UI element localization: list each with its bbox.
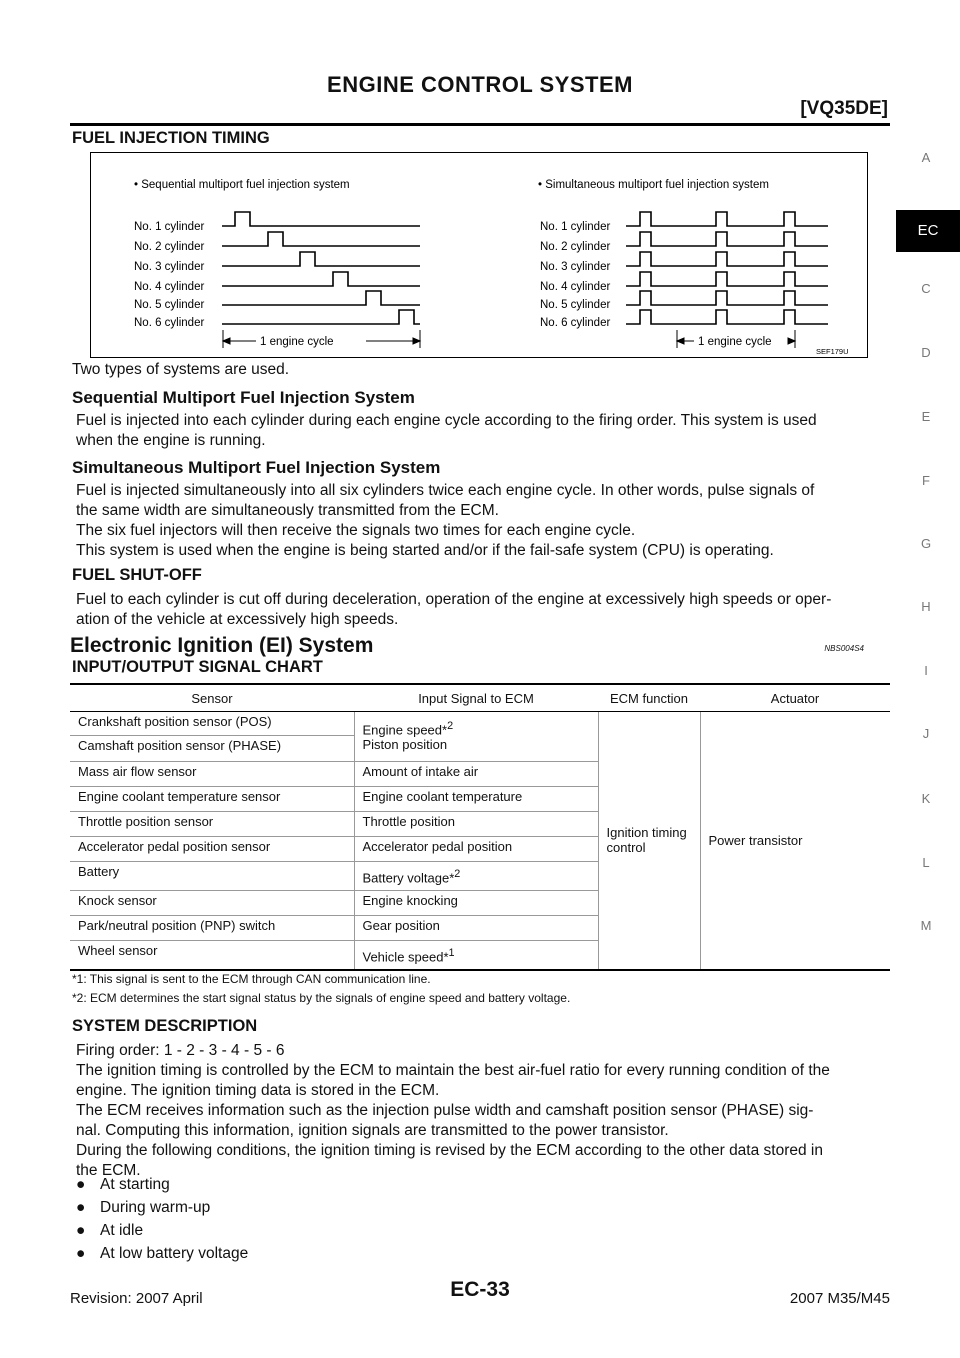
- bullet-item: ● At starting: [76, 1176, 170, 1193]
- side-tab-d[interactable]: D: [921, 345, 931, 360]
- left-cyl-3: No. 3 cylinder: [134, 261, 205, 273]
- side-tab-j[interactable]: J: [922, 726, 930, 741]
- sensor-cell: Park/neutral position (PNP) switch: [70, 916, 354, 941]
- left-cycle-label: 1 engine cycle: [260, 336, 334, 348]
- left-cyl-6: No. 6 cylinder: [134, 317, 205, 329]
- sensor-cell: Wheel sensor: [78, 943, 158, 958]
- fuel-injection-timing-heading: FUEL INJECTION TIMING: [72, 129, 270, 147]
- side-tab-g[interactable]: G: [920, 536, 932, 551]
- signal-engine-speed-cell: Engine speed*$^2$ Piston position: [354, 712, 598, 762]
- col-input: Input Signal to ECM: [354, 685, 598, 712]
- left-cyl-5: No. 5 cylinder: [134, 299, 205, 311]
- left-figure-title: • Sequential multiport fuel injection system: [134, 179, 350, 191]
- signal-cell: Throttle position: [354, 812, 598, 837]
- page-title: ENGINE CONTROL SYSTEM: [327, 72, 633, 97]
- right-figure-title: • Simultaneous multiport fuel injection system: [538, 179, 769, 191]
- engine-code: [VQ35DE]: [800, 98, 888, 119]
- right-cyl-1: No. 1 cylinder: [540, 221, 611, 233]
- sensor-cell: Mass air flow sensor: [70, 762, 354, 787]
- fuel-timing-caption: Two types of systems are used.: [72, 361, 290, 378]
- signal-vehicle-cell: Vehicle speed*$^1$: [354, 941, 598, 969]
- side-tab-h[interactable]: H: [921, 599, 931, 614]
- right-cyl-5: No. 5 cylinder: [540, 299, 611, 311]
- io-chart-heading: INPUT/OUTPUT SIGNAL CHART: [72, 658, 323, 676]
- signal-cell: Amount of intake air: [354, 762, 598, 787]
- right-cyl-2: No. 2 cylinder: [540, 241, 611, 253]
- fuel-shutoff-heading: FUEL SHUT-OFF: [72, 566, 202, 584]
- figure-code: SEF179U: [816, 347, 849, 356]
- side-tab-i[interactable]: I: [924, 663, 928, 678]
- ei-code: NBS004S4: [824, 644, 864, 653]
- sensor-cell: Crankshaft position sensor (POS): [70, 712, 354, 736]
- right-cycle-label: 1 engine cycle: [698, 336, 772, 348]
- side-tab-e[interactable]: E: [921, 409, 931, 424]
- sensor-cell: Battery: [70, 862, 354, 891]
- signal-cell: Gear position: [354, 916, 598, 941]
- bullet-item: ● At idle: [76, 1222, 144, 1239]
- sensor-cell: Throttle position sensor: [70, 812, 354, 837]
- side-tab-k[interactable]: K: [921, 791, 931, 806]
- sequential-heading: Sequential Multiport Fuel Injection System: [72, 388, 415, 407]
- signal-battery-cell: Battery voltage*$^2$: [354, 862, 598, 891]
- sensor-cell: Camshaft position sensor (PHASE): [70, 736, 354, 762]
- left-cyl-4: No. 4 cylinder: [134, 281, 205, 293]
- footer-revision: Revision: 2007 April: [70, 1290, 203, 1307]
- left-cyl-2: No. 2 cylinder: [134, 241, 205, 253]
- col-actuator: Actuator: [700, 685, 890, 712]
- side-tab-c[interactable]: C: [921, 281, 931, 296]
- header-rule: [70, 123, 890, 126]
- simultaneous-text: Fuel is injected simultaneously into all six cylinders twice each engine cycle. In other words, pulse signals of the same width are simultaneously transmitted from the ECM. The six fuel injectors will then receive the signals two times for each engine cycle. This system is used when the engine is being started and/or if the fail-safe system (CPU) is operating.: [76, 482, 815, 559]
- side-tab-f[interactable]: F: [922, 473, 930, 488]
- bullet-item: ● During warm-up: [76, 1199, 211, 1216]
- page-number: EC-33: [450, 1278, 510, 1301]
- right-cyl-4: No. 4 cylinder: [540, 281, 611, 293]
- sequential-text: Fuel is injected into each cylinder during each engine cycle according to the firing order. This system is used when the engine is running.: [76, 412, 817, 449]
- side-tab-a[interactable]: A: [921, 150, 931, 165]
- bullet-item: ● At low battery voltage: [76, 1245, 249, 1262]
- io-signal-table: [70, 683, 890, 971]
- note-1: *1: This signal is sent to the ECM through CAN communication line.: [72, 972, 431, 986]
- side-tab-ec[interactable]: EC: [896, 210, 960, 252]
- signal-cell: Engine knocking: [354, 891, 598, 916]
- signal-cell: Engine coolant temperature: [354, 787, 598, 812]
- system-description-text: Firing order: 1 - 2 - 3 - 4 - 5 - 6 The ignition timing is controlled by the ECM to maintain the best air-fuel ratio for every running condition of the engine. The ignition timing data is stored in the ECM. The ECM receives information such as the injection pulse width and camshaft position sensor (PHASE) sig- nal. Computing this information, ignition signals are transmitted to the power transistor. During the following conditions, the ignition timing is revised by the ECM according to the other data stored in the ECM.: [76, 1042, 830, 1179]
- right-cyl-6: No. 6 cylinder: [540, 317, 611, 329]
- col-function: ECM function: [598, 685, 700, 712]
- sensor-cell: Knock sensor: [70, 891, 354, 916]
- fuel-shutoff-text: Fuel to each cylinder is cut off during deceleration, operation of the engine at excessively high speeds or oper- ation of the vehicle at excessively high speeds.: [76, 591, 832, 628]
- sensor-cell: Engine coolant temperature sensor: [70, 787, 354, 812]
- note-2: *2: ECM determines the start signal status by the signals of engine speed and battery voltage.: [72, 991, 571, 1005]
- injection-timing-figure: [90, 152, 868, 358]
- footer-model: 2007 M35/M45: [789, 1290, 890, 1307]
- ecm-function-cell: Ignition timing control: [598, 712, 700, 969]
- signal-cell: Accelerator pedal position: [354, 837, 598, 862]
- side-tab-l[interactable]: L: [922, 855, 930, 870]
- actuator-cell: Power transistor: [708, 832, 803, 848]
- left-cyl-1: No. 1 cylinder: [134, 221, 205, 233]
- sensor-cell: Accelerator pedal position sensor: [70, 837, 354, 862]
- col-sensor: Sensor: [70, 685, 354, 712]
- ei-heading: Electronic Ignition (EI) System: [70, 634, 374, 657]
- side-tab-m[interactable]: M: [920, 918, 932, 933]
- system-description-heading: SYSTEM DESCRIPTION: [72, 1017, 258, 1035]
- right-cyl-3: No. 3 cylinder: [540, 261, 611, 273]
- simultaneous-heading: Simultaneous Multiport Fuel Injection System: [72, 458, 441, 477]
